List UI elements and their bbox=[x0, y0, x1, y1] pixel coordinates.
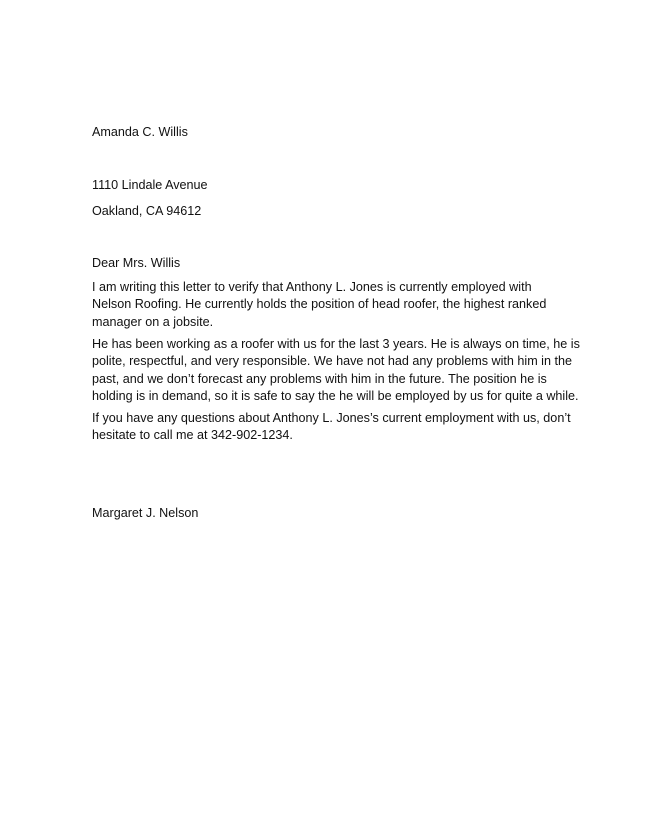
paragraph-line: Nelson Roofing. He currently holds the position of head roofer, the highest ranked bbox=[92, 297, 547, 312]
body-paragraph-2 bbox=[92, 336, 580, 406]
body-paragraph-3 bbox=[92, 410, 572, 445]
paragraph-line: holding is in demand, so it is safe to say the he will be employed by us for quite a while. bbox=[92, 389, 579, 404]
salutation: Dear Mrs. Willis bbox=[92, 256, 181, 270]
paragraph-line: If you have any questions about Anthony L. Jones’s current employment with us, don’t bbox=[92, 411, 571, 425]
paragraph-line: past, and we don’t forecast any problems with him in the future. The position he is bbox=[92, 371, 547, 386]
body-paragraph-1 bbox=[92, 279, 572, 331]
recipient-address-line1: 1110 Lindale Avenue bbox=[92, 178, 208, 192]
recipient-address-line2: Oakland, CA 94612 bbox=[92, 204, 202, 218]
paragraph-line: polite, respectful, and very responsible. We have not had any problems with him in the bbox=[92, 354, 572, 369]
recipient-name: Amanda C. Willis bbox=[92, 125, 188, 139]
paragraph-line: I am writing this letter to verify that Anthony L. Jones is currently employed with bbox=[92, 280, 532, 294]
paragraph-line: He has been working as a roofer with us for the last 3 years. He is always on time, he is bbox=[92, 337, 580, 351]
paragraph-line: hesitate to call me at 342-902-1234. bbox=[92, 428, 293, 443]
signature: Margaret J. Nelson bbox=[92, 506, 199, 520]
paragraph-line: manager on a jobsite. bbox=[92, 314, 214, 329]
